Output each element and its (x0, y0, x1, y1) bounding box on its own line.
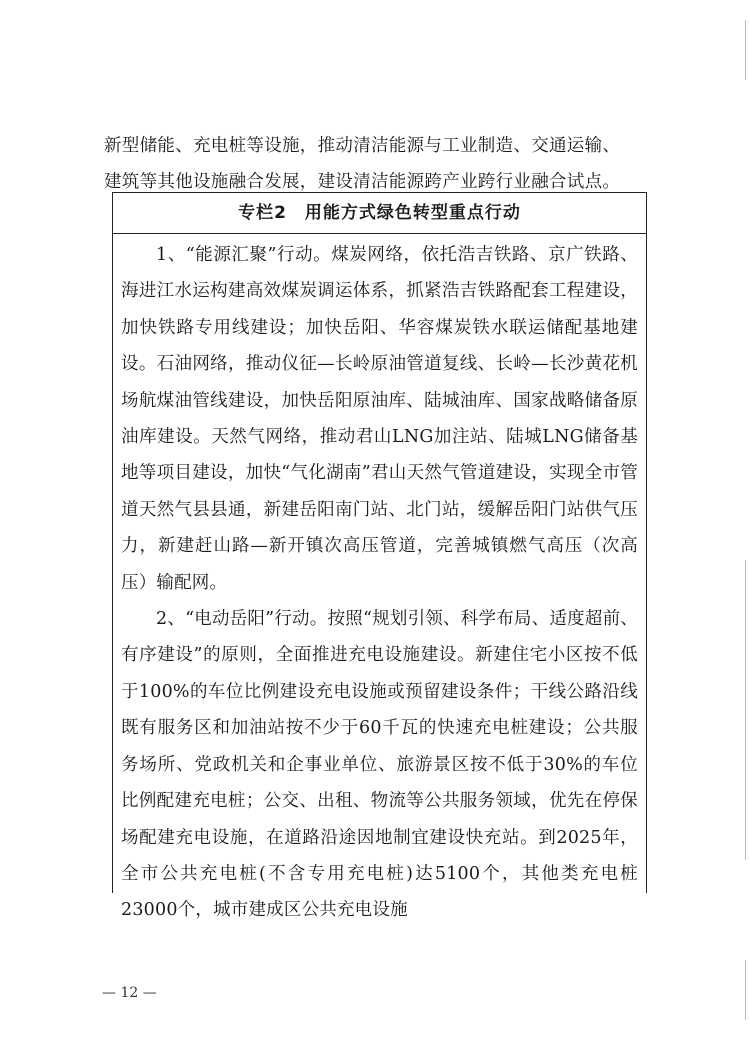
scan-edge-mark (745, 560, 746, 860)
box-paragraph-2: 2、“电动岳阳”行动。按照“规划引领、科学布局、适度超前、有序建设”的原则，全面推进充电设施建设。新建住宅小区按不低于100%的车位比例建设充电设施或预留建设条件；干线公路沿线既有服务区和加油站按不少于60千瓦的快速充电桩建设；公共服务场所、党政机关和企事业单位、旅游景区按不低于30%的车位比例配建充电桩；公交、出租、物流等公共服务领域，优先在停保场配建充电设施，在道路沿途因地制宜建设快充站。到2025年，全市公共充电桩(不含专用充电桩)达5100个，其他类充电桩23000个，城市建成区公共充电设施 (121, 609, 638, 921)
box-title: 专栏2 用能方式绿色转型重点行动 (113, 193, 646, 234)
box-paragraph-1: 1、“能源汇聚”行动。煤炭网络，依托浩吉铁路、京广铁路、海进江水运构建高效煤炭调运体系，抓紧浩吉铁路配套工程建设，加快铁路专用线建设；加快岳阳、华容煤炭铁水联运储配基地建设。石油网络，推动仪征—长岭原油管道复线、长岭—长沙黄花机场航煤油管线建设，加快岳阳原油库、陆城油库、国家战略储备原油库建设。天然气网络，推动君山LNG加注站、陆城LNG储备基地等项目建设，加快“气化湖南”君山天然气管道建设，实现全市管道天然气县县通，新建岳阳南门站、北门站，缓解岳阳门站供气压力，新建赶山路—新开镇次高压管道，完善城镇燃气高压（次高压）输配网。 (121, 245, 638, 593)
intro-line-2: 建筑等其他设施融合发展，建设清洁能源跨产业跨行业融合试点。 (104, 172, 621, 192)
intro-line-1: 新型储能、充电桩等设施，推动清洁能源与工业制造、交通运输、 (104, 136, 621, 156)
box-body (113, 234, 646, 929)
scan-edge-mark (745, 960, 746, 1020)
intro-text (104, 128, 660, 200)
page-number: — 12 — (102, 985, 157, 1001)
feature-box (112, 192, 647, 921)
scan-edge-mark (745, 20, 746, 80)
